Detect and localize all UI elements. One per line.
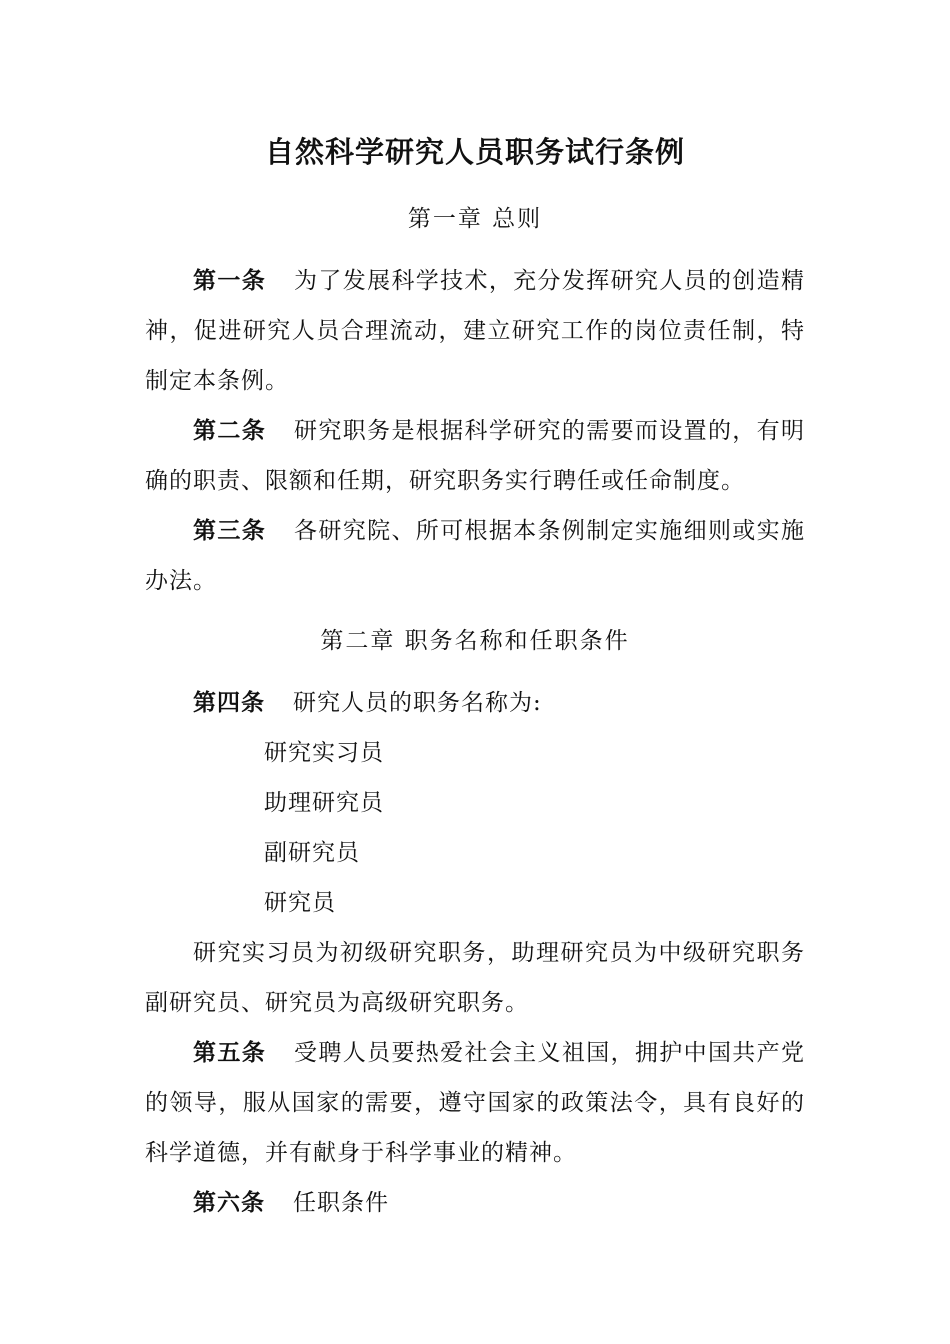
article-5-label: 第五条	[193, 1040, 267, 1066]
article-2-first-line	[193, 412, 805, 445]
article-4-note-2: 副研究员、研究员为高级研究职务。	[145, 990, 529, 1016]
article-3-text-2: 办法。	[145, 568, 217, 594]
position-title-item: 副研究员	[264, 840, 360, 866]
article-2-text-1: 研究职务是根据科学研究的需要而设置的，有明	[294, 418, 806, 444]
article-6-label: 第六条	[193, 1190, 265, 1216]
document-title: 自然科学研究人员职务试行条例	[264, 135, 685, 169]
article-5-text-1: 受聘人员要热爱社会主义祖国，拥护中国共产党	[294, 1040, 806, 1066]
article-5-first-line	[193, 1034, 805, 1067]
article-5-text-2: 的领导，服从国家的需要，遵守国家的政策法令，具有良好的	[145, 1090, 805, 1116]
article-4-text-1: 研究人员的职务名称为:	[293, 690, 542, 716]
article-1-text-1: 为了发展科学技术，充分发挥研究人员的创造精	[294, 268, 806, 294]
article-4-first-line	[193, 684, 805, 717]
article-3-first-line	[193, 512, 805, 545]
article-4-label: 第四条	[193, 690, 265, 716]
article-1-text-2: 神，促进研究人员合理流动，建立研究工作的岗位责任制，特	[145, 318, 805, 344]
article-3-label: 第三条	[193, 518, 267, 544]
article-1-label: 第一条	[193, 268, 267, 294]
chapter-2-heading: 第二章 职务名称和任职条件	[320, 628, 630, 654]
article-1-text-3: 制定本条例。	[145, 368, 289, 394]
article-1-first-line	[193, 262, 805, 295]
article-6-first-line	[193, 1184, 805, 1217]
article-3-text-1: 各研究院、所可根据本条例制定实施细则或实施	[294, 518, 806, 544]
position-title-item: 助理研究员	[264, 790, 384, 816]
article-2-label: 第二条	[193, 418, 267, 444]
article-4-note-1: 研究实习员为初级研究职务，助理研究员为中级研究职务	[193, 940, 805, 966]
position-title-item: 研究实习员	[264, 740, 384, 766]
article-6-text-1: 任职条件	[293, 1190, 389, 1216]
position-title-item: 研究员	[264, 890, 336, 916]
article-2-text-2: 确的职责、限额和任期，研究职务实行聘任或任命制度。	[145, 468, 745, 494]
article-5-text-3: 科学道德，并有献身于科学事业的精神。	[145, 1140, 577, 1166]
chapter-1-heading: 第一章 总则	[407, 206, 543, 232]
